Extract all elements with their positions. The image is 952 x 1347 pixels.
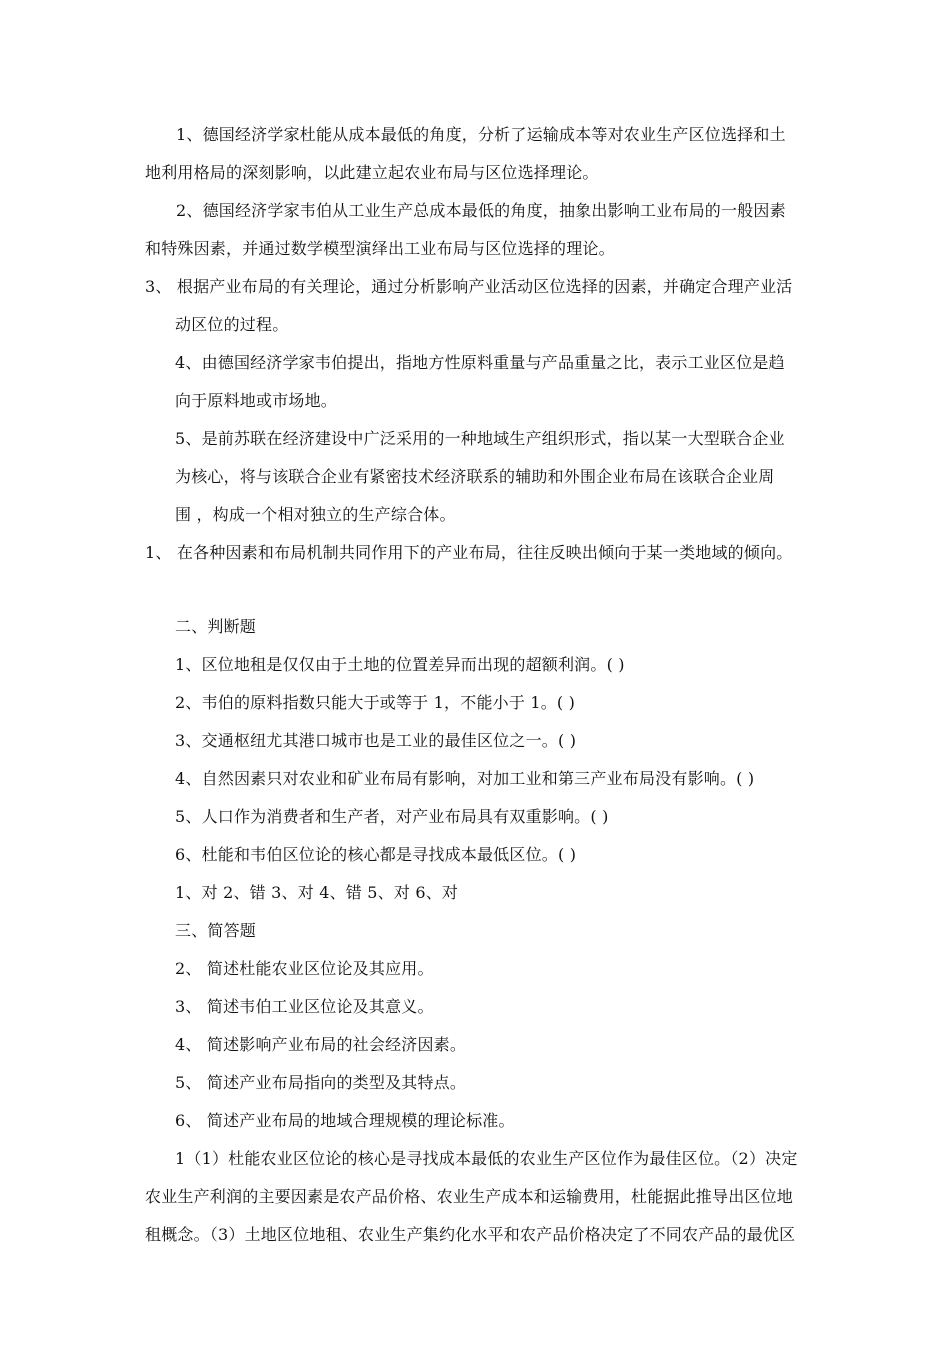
- answer-paragraph-line-1: 1（1）杜能农业区位论的核心是寻找成本最低的农业生产区位作为最佳区位。（2）决定: [175, 1149, 798, 1168]
- definition-4-line-2: 向于原料地或市场地。: [175, 391, 338, 410]
- judgement-item-3: 3、交通枢纽尤其港口城市也是工业的最佳区位之一。( ): [175, 731, 577, 750]
- judgement-heading: 二、判断题: [175, 617, 257, 636]
- definition-5-line-1: 5、是前苏联在经济建设中广泛采用的一种地域生产组织形式，指以某一大型联合企业: [175, 429, 785, 448]
- short-answer-item-4: 4、 简述影响产业布局的社会经济因素。: [175, 1035, 467, 1054]
- definition-3-line-2: 动区位的过程。: [175, 315, 289, 334]
- definition-2-line-1: 2、德国经济学家韦伯从工业生产总成本最低的角度，抽象出影响工业布局的一般因素: [176, 201, 786, 220]
- definition-6-line-1: 1、 在各种因素和布局机制共同作用下的产业布局，往往反映出倾向于某一类地域的倾向。: [145, 543, 793, 562]
- judgement-item-5: 5、人口作为消费者和生产者，对产业布局具有双重影响。( ): [175, 807, 609, 826]
- answer-paragraph-line-2: 农业生产利润的主要因素是农产品价格、农业生产成本和运输费用，杜能据此推导出区位地: [145, 1187, 794, 1206]
- judgement-item-4: 4、自然因素只对农业和矿业布局有影响，对加工业和第三产业布局没有影响。( ): [175, 769, 755, 788]
- short-answer-item-5: 5、 简述产业布局指向的类型及其特点。: [175, 1073, 467, 1092]
- short-answer-item-6: 6、 简述产业布局的地域合理规模的理论标准。: [175, 1111, 515, 1130]
- definition-1-line-1: 1、德国经济学家杜能从成本最低的角度，分析了运输成本等对农业生产区位选择和土: [176, 125, 786, 144]
- definition-3-line-1: 3、 根据产业布局的有关理论，通过分析影响产业活动区位选择的因素，并确定合理产业活: [145, 277, 793, 296]
- definition-4-line-1: 4、由德国经济学家韦伯提出，指地方性原料重量与产品重量之比，表示工业区位是趋: [175, 353, 785, 372]
- definition-5-line-2: 为核心，将与该联合企业有紧密技术经济联系的辅助和外围企业布局在该联合企业周: [175, 467, 775, 486]
- short-answer-item-3: 3、 简述韦伯工业区位论及其意义。: [175, 997, 434, 1016]
- short-answer-item-2: 2、 简述杜能农业区位论及其应用。: [175, 959, 434, 978]
- judgement-item-2: 2、韦伯的原料指数只能大于或等于 1，不能小于 1。( ): [175, 693, 576, 712]
- judgement-item-6: 6、杜能和韦伯区位论的核心都是寻找成本最低区位。( ): [175, 845, 577, 864]
- answer-paragraph-line-3: 租概念。（3）土地区位地租、农业生产集约化水平和农产品价格决定了不同农产品的最优区: [145, 1225, 796, 1244]
- definition-5-line-3: 围 ，构成一个相对独立的生产综合体。: [175, 505, 456, 524]
- definition-2-line-2: 和特殊因素，并通过数学模型演绎出工业布局与区位选择的理论。: [145, 239, 615, 258]
- judgement-answers: 1、对 2、错 3、对 4、错 5、对 6、对: [175, 883, 459, 902]
- judgement-item-1: 1、区位地租是仅仅由于土地的位置差异而出现的超额利润。( ): [175, 655, 625, 674]
- definition-1-line-2: 地利用格局的深刻影响，以此建立起农业布局与区位选择理论。: [145, 163, 599, 182]
- short-answer-heading: 三、简答题: [175, 921, 257, 940]
